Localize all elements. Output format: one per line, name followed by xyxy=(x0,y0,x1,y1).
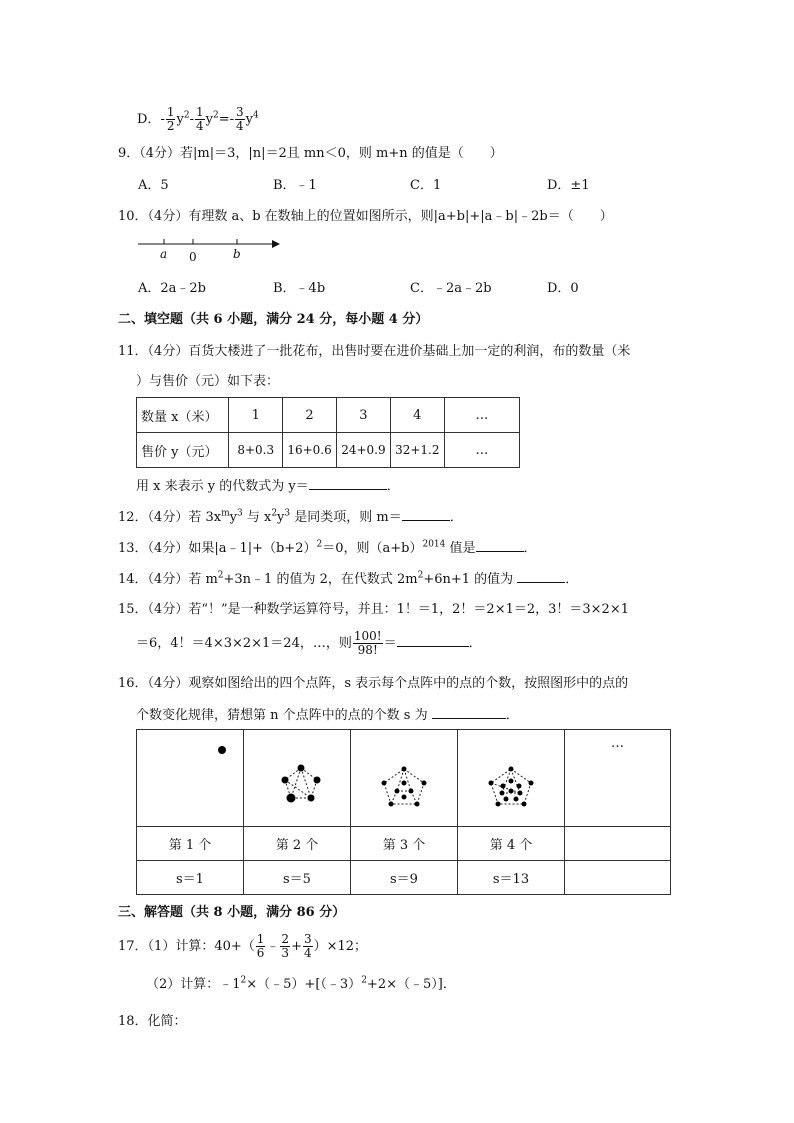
dot xyxy=(402,794,407,799)
table-cell xyxy=(565,827,671,861)
table-cell: 数量 x（米） xyxy=(137,398,229,433)
q8-option-d: D．- $\frac{1}{2}$ $y^2-$ $\frac{1}{4}$ $y^2=-$ $\frac{3}{4}$ $y^4$ xyxy=(137,105,259,133)
dot xyxy=(518,790,523,795)
dot-pattern-2 xyxy=(244,731,350,826)
axis-label-b: b xyxy=(233,247,241,261)
table-row xyxy=(137,730,671,827)
dot xyxy=(409,788,414,793)
table-row xyxy=(137,861,671,895)
table-cell: 16+0.6 xyxy=(283,433,337,468)
q9-option-c: C．1 xyxy=(410,178,442,193)
axis-label-zero: 0 xyxy=(189,250,197,264)
section-3-heading: 三、解答题（共 8 小题，满分 86 分） xyxy=(118,905,346,920)
q10-option-b: B．﹣4b xyxy=(273,281,326,296)
dot xyxy=(514,796,519,801)
q17-part2: （2）计算：$﹣1^2\times(﹣5)+[(﹣3)^2+2\times(﹣5)]$． xyxy=(146,975,456,992)
q10-option-d: D．0 xyxy=(547,281,579,296)
pattern-cell-1 xyxy=(137,730,244,827)
q18-label: 18．化简： xyxy=(118,1014,187,1029)
dot xyxy=(218,746,226,754)
q16-line1: 16．（4分）观察如图给出的四个点阵，s 表示每个点阵中的点的个数，按照图形中的点的 xyxy=(118,676,629,691)
table-cell: 3 xyxy=(337,398,391,433)
dot-pattern-table xyxy=(136,729,671,895)
dot xyxy=(489,780,494,785)
table-cell: 第 2 个 xyxy=(244,827,351,861)
pattern-cell-ellipsis xyxy=(565,730,671,827)
table-cell: 第 1 个 xyxy=(137,827,244,861)
q10-option-a: A．2a﹣2b xyxy=(138,281,207,296)
dot-pattern-4 xyxy=(458,731,564,826)
dot xyxy=(298,764,305,771)
dot xyxy=(395,788,400,793)
answer-blank[interactable] xyxy=(517,570,565,583)
table-cell: 8+0.3 xyxy=(229,433,283,468)
dot xyxy=(504,796,509,801)
q11-line1: 11．（4分）百货大楼进了一批花布，出售时要在进价基础上加一定的利润，布的数量（米 xyxy=(118,344,631,359)
table-row xyxy=(137,398,520,433)
axis-label-a: a xyxy=(160,247,168,261)
q9-option-a: A．5 xyxy=(138,178,169,193)
q12: 12．（4分）若 $3x^my^3$ 与 $x^2y^3$ 是同类项，则 m＝ ． xyxy=(118,508,463,525)
dot xyxy=(287,793,296,802)
dot xyxy=(517,783,522,788)
q16-line2: 个数变化规律，猜想第 n 个点阵中的点的个数 s 为 ． xyxy=(136,708,519,723)
q15-line1: 15．（4分）若“！”是一种数学运算符号，并且：1！＝1，2！＝2×1＝2，3！＝3×2×1 xyxy=(118,602,629,617)
q10-option-c: C．﹣2a﹣2b xyxy=(410,281,492,296)
answer-blank[interactable] xyxy=(309,477,387,490)
dot xyxy=(402,780,407,785)
price-table xyxy=(136,397,520,468)
table-cell: 32+1.2 xyxy=(390,433,444,468)
dot xyxy=(522,801,527,806)
q9-stem: 9．（4分）若|m|＝3，|n|＝2且 mn＜0，则 m+n 的值是（ ） xyxy=(118,146,503,161)
dot xyxy=(422,780,427,785)
table-row xyxy=(137,827,671,861)
table-cell: 第 4 个 xyxy=(458,827,565,861)
table-cell: 第 3 个 xyxy=(351,827,458,861)
ellipsis: … xyxy=(611,736,624,751)
dot-pattern-3 xyxy=(351,731,457,826)
q9-option-d: D．±1 xyxy=(547,178,590,193)
dot xyxy=(389,801,394,806)
pattern-cell-4 xyxy=(458,730,565,827)
q17-part1: 17．（1）计算：40+（ $\frac{1}{6}$ ﹣ $\frac{2}{3}$ + $\frac{3}{4}$ ）×12； xyxy=(118,932,368,960)
table-row xyxy=(137,433,520,468)
dot xyxy=(314,776,321,783)
pattern-cell-2 xyxy=(244,730,351,827)
dot xyxy=(509,778,514,783)
section-2-heading: 二、填空题（共 6 小题，满分 24 分，每小题 4 分） xyxy=(118,312,429,327)
table-cell: s＝13 xyxy=(458,861,565,895)
answer-blank[interactable] xyxy=(397,634,469,647)
dot xyxy=(500,790,505,795)
dot xyxy=(509,766,514,771)
table-cell: 24+0.9 xyxy=(337,433,391,468)
table-cell xyxy=(565,861,671,895)
dot xyxy=(402,766,407,771)
q14: 14．（4分）若 $m^2+3n﹣1$ 的值为 2，在代数式 $2m^2+6n+1$ 的值为 ． xyxy=(118,570,579,587)
answer-blank[interactable] xyxy=(402,508,450,521)
table-cell: s＝5 xyxy=(244,861,351,895)
dot xyxy=(496,801,501,806)
table-cell: 4 xyxy=(390,398,444,433)
number-line-figure xyxy=(136,236,282,266)
dot xyxy=(529,780,534,785)
q11-line2: ）与售价（元）如下表： xyxy=(136,374,280,389)
answer-blank[interactable] xyxy=(476,539,524,552)
table-cell: 1 xyxy=(229,398,283,433)
q9-option-b: B．﹣1 xyxy=(273,178,317,193)
q13: 13．（4分）如果$|a﹣1|+(b+2)^2=0$，则$(a+b)^{2014}$ 值是 ． xyxy=(118,539,537,556)
number-line-arrow xyxy=(272,240,280,248)
table-cell: 2 xyxy=(283,398,337,433)
dot xyxy=(382,780,387,785)
dot xyxy=(415,801,420,806)
dot xyxy=(501,783,506,788)
table-cell: 售价 y（元） xyxy=(137,433,229,468)
dot xyxy=(282,776,289,783)
q15-line2: ＝6，4！＝4×3×2×1＝24，…，则 $\frac{100!}{98!}$ ＝ ． xyxy=(136,629,482,657)
dot xyxy=(308,794,315,801)
table-cell: s＝1 xyxy=(137,861,244,895)
answer-blank[interactable] xyxy=(432,706,506,719)
number-line-svg xyxy=(136,236,282,266)
table-cell: … xyxy=(444,433,519,468)
table-cell: … xyxy=(444,398,519,433)
q10-stem: 10．（4分）有理数 a、b 在数轴上的位置如图所示，则|a+b|+|a﹣b|﹣2b＝（ ） xyxy=(118,209,613,224)
table-cell: s＝9 xyxy=(351,861,458,895)
dot-pattern-1 xyxy=(137,731,243,826)
dot xyxy=(509,788,514,793)
pattern-cell-3 xyxy=(351,730,458,827)
q11-answer: 用 x 来表示 y 的代数式为 y＝ ． xyxy=(136,479,400,494)
